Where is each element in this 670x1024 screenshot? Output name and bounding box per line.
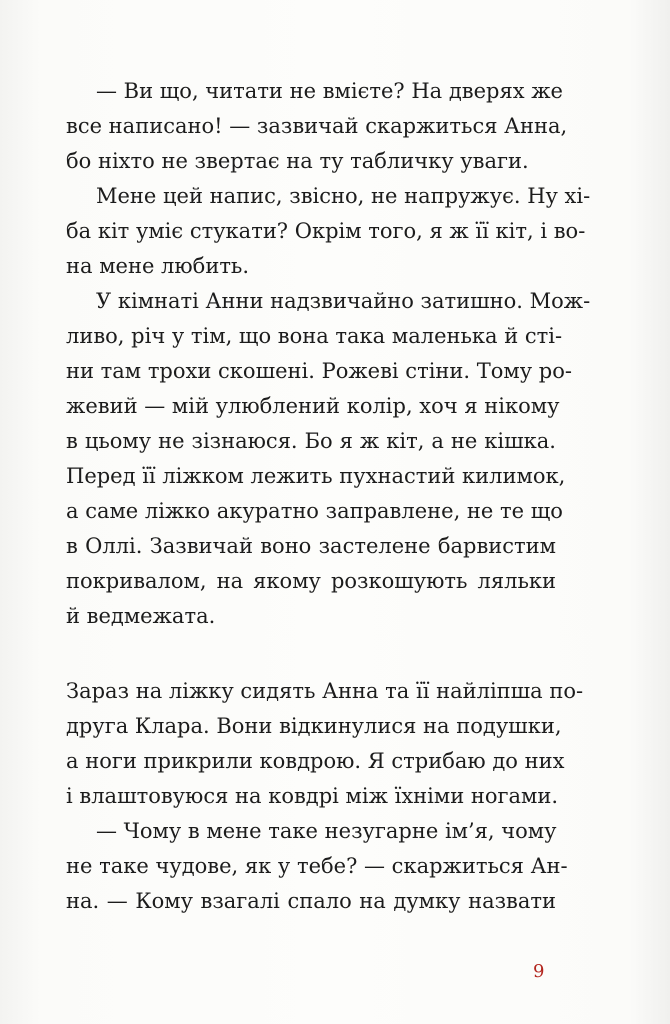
text-line: в цьому не зізнаюся. Бо я ж кіт, а не кішка.	[66, 429, 556, 453]
text-line: і влаштовуюся на ковдрі між їхніми ногами.	[66, 784, 559, 808]
text-line: Перед її ліжком лежить пухнастий килимок,	[66, 464, 566, 488]
text-line: — Чому в мене таке незугарне ім’я, чому	[96, 819, 557, 843]
text-line: на мене любить.	[66, 254, 250, 278]
text-line: ба кіт уміє стукати? Окрім того, я ж її кіт, і во-	[66, 219, 586, 243]
text-line: бо ніхто не звертає на ту табличку уваги.	[66, 149, 529, 173]
text-block-top	[66, 74, 591, 634]
text-line: все написано! — зазвичай скаржиться Анна,	[66, 114, 568, 138]
text-line: а ноги прикрили ковдрою. Я стрибаю до них	[66, 749, 565, 773]
text-line: на. — Кому взагалі спало на думку назвати	[66, 889, 556, 913]
text-line: У кімнаті Анни надзвичайно затишно. Мож-	[96, 289, 591, 313]
text-line: покривалом, на якому розкошують ляльки	[66, 569, 556, 593]
text-block-bottom	[66, 674, 584, 919]
text-line: Мене цей напис, звісно, не напружує. Ну хі-	[96, 184, 591, 208]
text-line: а саме ліжко акуратно заправлене, не те що	[66, 499, 563, 523]
page-number: 9	[533, 961, 545, 982]
text-line: ни там трохи скошені. Рожеві стіни. Тому ро-	[66, 359, 572, 383]
text-line: в Оллі. Зазвичай воно застелене барвистим	[66, 534, 556, 558]
text-line: не таке чудове, як у тебе? — скаржиться Ан-	[66, 854, 568, 878]
text-line: ливо, річ у тім, що вона така маленька й сті-	[66, 324, 563, 348]
text-line: друга Клара. Вони відкинулися на подушки,	[66, 714, 562, 738]
text-line: жевий — мій улюблений колір, хоч я нікому	[66, 394, 560, 418]
text-line: й ведмежата.	[66, 604, 216, 628]
text-line: Зараз на ліжку сидять Анна та її найліпша по-	[66, 679, 584, 703]
text-line: — Ви що, читати не вмієте? На дверях же	[96, 79, 563, 103]
